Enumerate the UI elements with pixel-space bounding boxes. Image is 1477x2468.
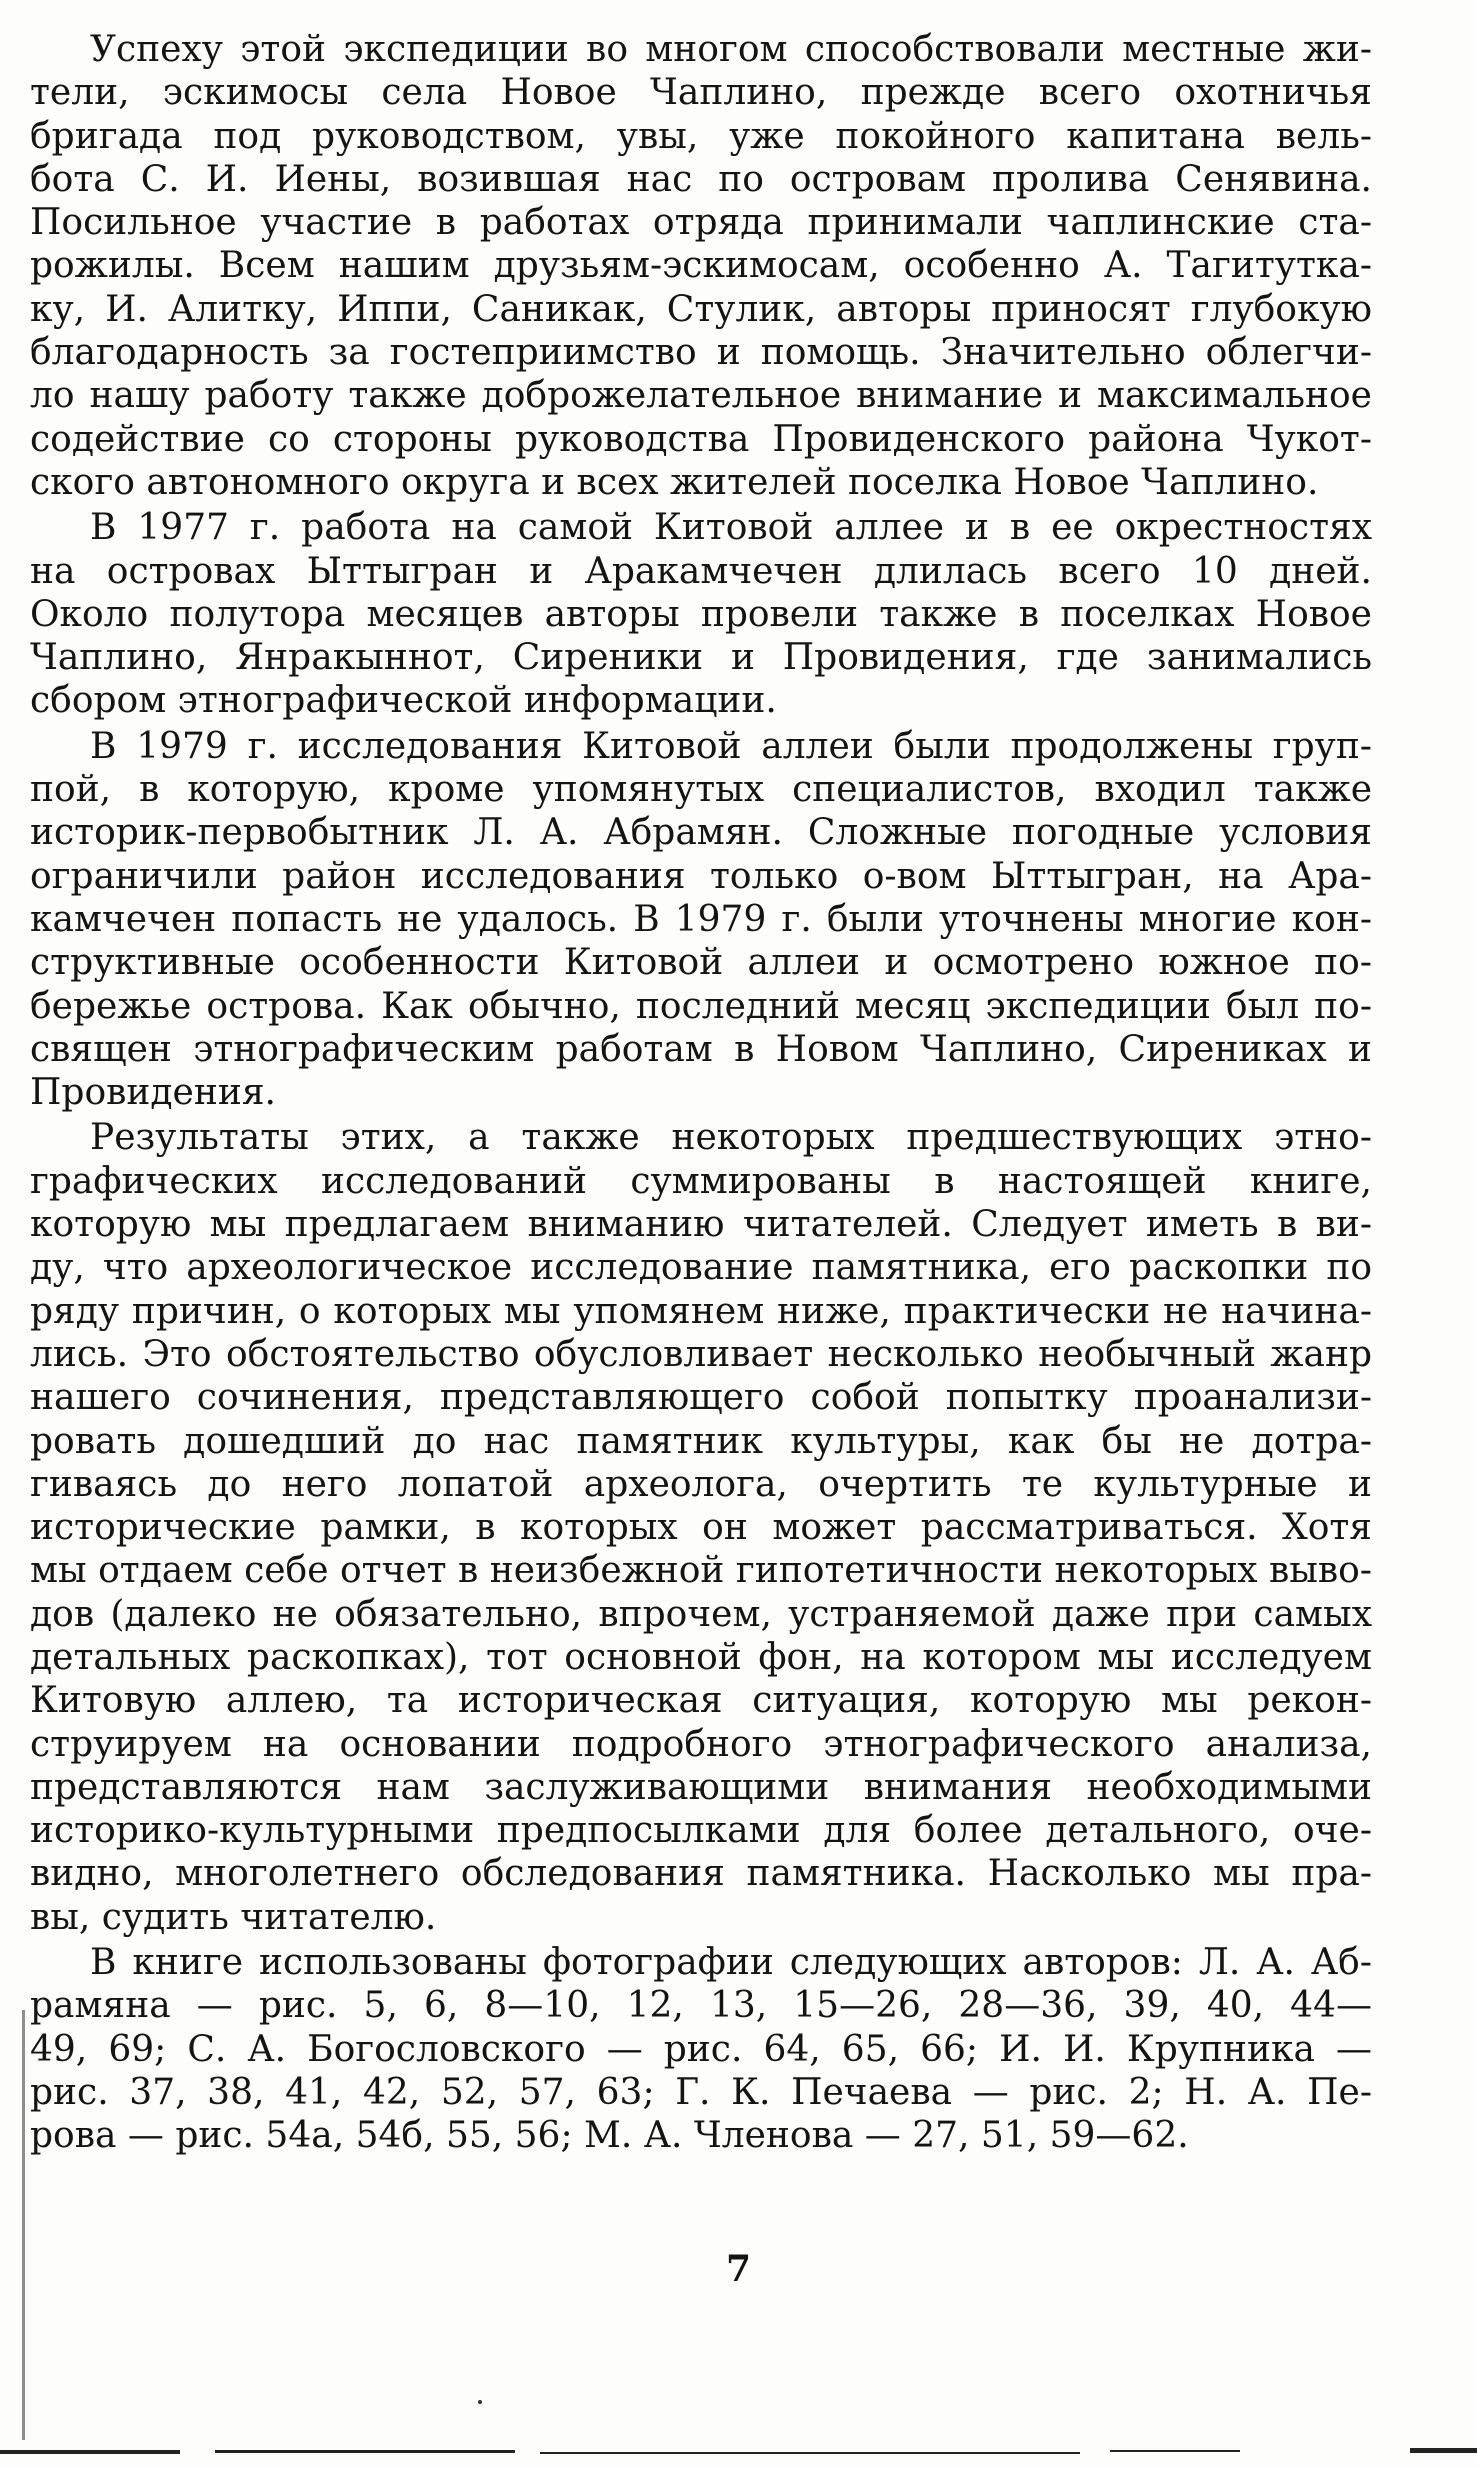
scan-margin-rule (22, 2010, 25, 2440)
text-line: рова — рис. 54а, 54б, 55, 56; М. А. Членова — 27, 51, 59—62. (30, 2115, 1189, 2157)
text-line: бережье острова. Как обычно, последний месяц экспедиции был по- (30, 985, 1372, 1027)
text-line: мы отдаем себе отчет в неизбежной гипотетичности некоторых выво- (30, 1550, 1372, 1592)
text-line: струируем на основании подробного этнографического анализа, (30, 1723, 1372, 1765)
text-line: которую мы предлагаем вниманию читателей. Следует иметь в ви- (30, 1204, 1372, 1246)
paragraph-acknowledgements (30, 28, 1372, 504)
text-line: ограничили район исследования только о-вом Ыттыгран, на Ара- (30, 855, 1372, 897)
text-line: рамяна — рис. 5, 6, 8—10, 12, 13, 15—26, 28—36, 39, 40, 44— (30, 1985, 1372, 2027)
text-line: лись. Это обстоятельство обусловливает несколько необычный жанр (30, 1333, 1372, 1375)
text-line: В книге использованы фотографии следующих авторов: Л. А. Аб- (90, 1942, 1372, 1984)
text-line: структивные особенности Китовой аллеи и осмотрено южное по- (30, 942, 1372, 984)
text-line: историк-первобытник Л. А. Абрамян. Сложные погодные условия (30, 812, 1372, 854)
page-body (30, 28, 1372, 2160)
text-line: историко-культурными предпосылками для более детального, оче- (30, 1810, 1372, 1852)
text-line: исторические рамки, в которых он может рассматриваться. Хотя (30, 1507, 1372, 1549)
text-line: вы, судить читателю. (30, 1896, 437, 1938)
text-line: содействие со стороны руководства Провиденского района Чукот- (30, 418, 1372, 460)
text-line: ку, И. Алитку, Иппи, Саникак, Стулик, авторы приносят глубокую (30, 288, 1372, 330)
text-line: ло нашу работу также доброжелательное внимание и максимальное (30, 375, 1372, 417)
text-line: рис. 37, 38, 41, 42, 52, 57, 63; Г. К. Печаева — рис. 2; Н. А. Пе- (30, 2071, 1372, 2113)
text-line: Результаты этих, а также некоторых предшествующих этно- (90, 1117, 1372, 1159)
text-line: сбором этнографической информации. (30, 680, 777, 722)
page-number: 7 (725, 2248, 752, 2290)
text-line: дов (далеко не обязательно, впрочем, устраняемой даже при самых (30, 1593, 1372, 1635)
text-line: детальных раскопках), тот основной фон, на котором мы исследуем (30, 1636, 1372, 1678)
text-line: нашего сочинения, представляющего собой попытку проанализи- (30, 1377, 1372, 1419)
text-line: Посильное участие в работах отряда принимали чаплинские ста- (30, 202, 1372, 244)
text-line: на островах Ыттыгран и Аракамчечен длилась всего 10 дней. (30, 550, 1372, 592)
text-line: ского автономного округа и всех жителей поселка Новое Чаплино. (30, 461, 1319, 503)
text-line: гиваясь до него лопатой археолога, очертить те культурные и (30, 1463, 1372, 1505)
text-line: В 1977 г. работа на самой Китовой аллее и в ее окрестностях (90, 507, 1372, 549)
text-line: благодарность за гостеприимство и помощь. Значительно облегчи- (30, 332, 1372, 374)
text-line: Провидения. (30, 1072, 276, 1114)
scan-edge-artifact (540, 2452, 1080, 2454)
text-line: священ этнографическим работам в Новом Чаплино, Сирениках и (30, 1028, 1372, 1070)
paragraph-1977-season (30, 506, 1372, 722)
text-line: Около полутора месяцев авторы провели также в поселках Новое (30, 593, 1372, 635)
paragraph-1979-season (30, 725, 1372, 1115)
text-line: графических исследований суммированы в настоящей книге, (30, 1160, 1372, 1202)
scan-edge-artifact (1110, 2450, 1240, 2452)
text-line: Успеху этой экспедиции во многом способствовали местные жи- (90, 29, 1372, 70)
scan-speck (478, 2400, 482, 2404)
text-line: рожилы. Всем нашим друзьям-эскимосам, особенно А. Тагитутка- (30, 245, 1372, 287)
text-line: бота С. И. Иены, возившая нас по островам пролива Сенявина. (30, 158, 1372, 200)
text-line: ровать дошедший до нас памятник культуры, как бы не дотра- (30, 1420, 1372, 1462)
scan-edge-artifact (1410, 2448, 1477, 2453)
text-line: видно, многолетнего обследования памятника. Насколько мы пра- (30, 1853, 1372, 1895)
text-line: камчечен попасть не удалось. В 1979 г. были уточнены многие кон- (30, 898, 1372, 940)
text-line: 49, 69; С. А. Богословского — рис. 64, 65, 66; И. И. Крупника — (30, 2028, 1372, 2070)
text-line: В 1979 г. исследования Китовой аллеи были продолжены груп- (90, 725, 1372, 767)
paragraph-photo-credits (30, 1941, 1372, 2157)
text-line: Чаплино, Янракыннот, Сиреники и Провидения, где занимались (30, 637, 1372, 679)
text-line: ряду причин, о которых мы упомянем ниже, практически не начина- (30, 1290, 1372, 1332)
text-line: ду, что археологическое исследование памятника, его раскопки по (30, 1247, 1372, 1289)
text-line: пой, в которую, кроме упомянутых специалистов, входил также (30, 769, 1372, 811)
text-line: Китовую аллею, та историческая ситуация, которую мы рекон- (30, 1680, 1372, 1722)
paragraph-results (30, 1116, 1372, 1939)
text-line: бригада под руководством, увы, уже покойного капитана вель- (30, 115, 1372, 157)
scan-edge-artifact (215, 2450, 515, 2453)
text-line: представляются нам заслуживающими внимания необходимыми (30, 1766, 1372, 1808)
scan-edge-artifact (0, 2450, 180, 2454)
text-line: тели, эскимосы села Новое Чаплино, прежде всего охотничья (30, 72, 1372, 114)
